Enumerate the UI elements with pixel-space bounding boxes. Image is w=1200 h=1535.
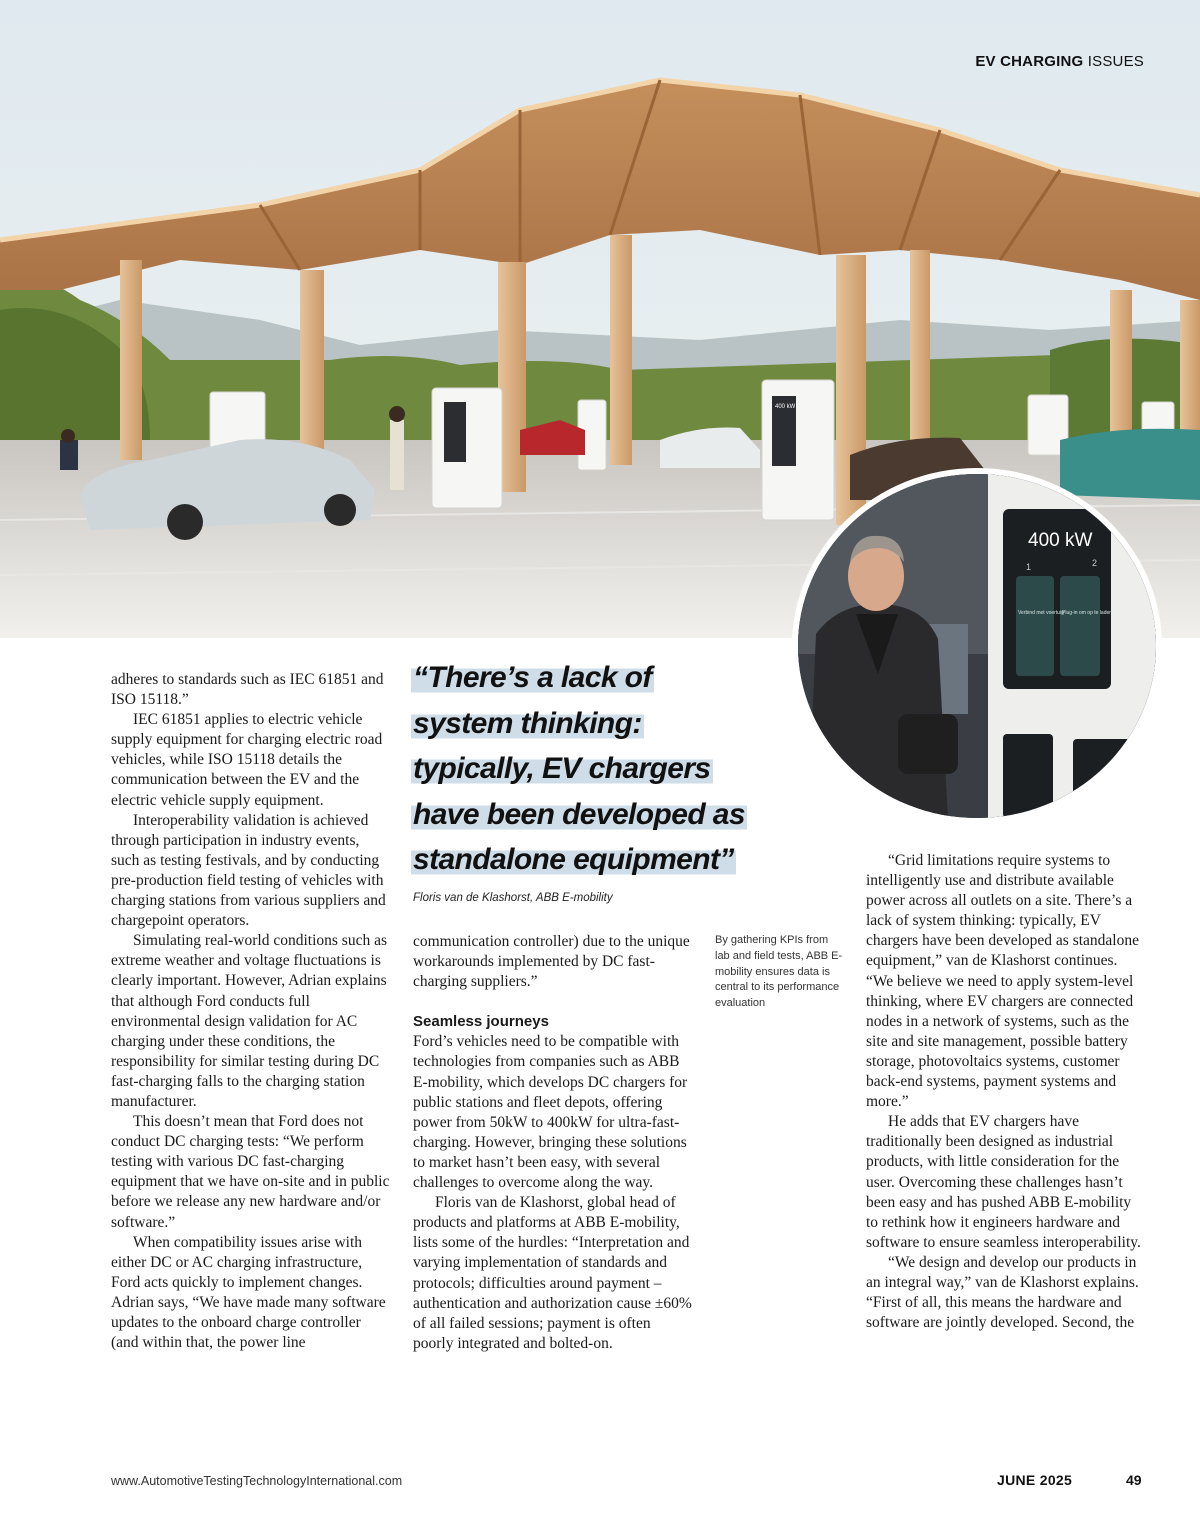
portrait-screen-text-left: Verbind met voertuig	[1018, 610, 1064, 616]
section-tag-bold: EV CHARGING	[975, 53, 1084, 70]
footer-url: www.AutomotiveTestingTechnologyInternational.com	[111, 1474, 403, 1488]
pull-quote-line: system thinking:	[413, 706, 642, 740]
pull-quote-line: standalone equipment”	[413, 843, 734, 876]
col1-paragraph: IEC 61851 applies to electric vehicle supply equipment for charging electric road vehicles, while ISO 15118 details the communication between the EV and the electric vehicle supply equipment.	[111, 711, 383, 809]
pull-quote-line: “There’s a lack of	[413, 661, 652, 694]
footer-date: JUNE 2025	[997, 1472, 1073, 1488]
portrait-photo-illustration	[798, 474, 1156, 818]
hero-charger-label: 400 kW	[775, 404, 796, 410]
body-column-3	[866, 851, 1146, 1333]
col3-paragraph: “Grid limitations require systems to intelligently use and distribute available power across all outlets on a site. There’s a lack of system thinking: typically, EV chargers have been developed as standalone equipment,” van de Klashorst continues. “We believe we need to apply system-level thinking, where EV chargers are connected nodes in a network of systems, such as the site and site management, possible battery storage, photovoltaics systems, customer back-end systems, payment systems and more.”	[866, 852, 1139, 1111]
page-number: 49	[1126, 1472, 1142, 1488]
portrait-port-1: 1	[1026, 562, 1032, 572]
section-tag-light: ISSUES	[1087, 53, 1144, 70]
pull-quote-attribution: Floris van de Klashorst, ABB E-mobility	[413, 892, 613, 904]
col3-paragraph: He adds that EV chargers have traditionally been designed as industrial products, with little consideration for the user. Overcoming these challenges hasn’t been easy and has pushed ABB E-mobility to rethink how it engineers hardware and software to ensure seamless interoperability.	[866, 1113, 1141, 1251]
portrait-screen-text-right: Plug-in om op te laden	[1062, 610, 1113, 616]
col1-paragraph: adheres to standards such as IEC 61851 and ISO 15118.”	[111, 671, 384, 709]
portrait-port-2: 2	[1092, 558, 1098, 568]
section-tag	[975, 53, 1144, 70]
col2-paragraph: Floris van de Klashorst, global head of products and platforms at ABB E-mobility, lists some of the hurdles: “Interpretation and varying implementation of standards and protocols; difficulties around payment – authentication and authorization cause ±60% of all failed sessions; payment is often poorly integrated and bolted-on.	[413, 1194, 692, 1352]
pull-quote	[411, 655, 791, 883]
col1-paragraph: Simulating real-world conditions such as extreme weather and voltage fluctuations is clearly important. However, Adrian explains that although Ford conducts full environmental design validation for AC charging under these conditions, the responsibility for similar testing during DC fast-charging falls to the charging station manufacturer.	[111, 932, 387, 1110]
photo-caption: By gathering KPIs from lab and field tests, ABB E-mobility ensures data is central to its performance evaluation	[715, 934, 843, 1010]
body-column-1	[111, 670, 391, 1353]
col3-paragraph: “We design and develop our products in an integral way,” van de Klashorst explains. “First of all, this means the hardware and software are jointly developed. Second, the	[866, 1253, 1139, 1332]
portrait-photo	[792, 468, 1162, 824]
pull-quote-line: typically, EV chargers	[413, 752, 711, 785]
body-column-2	[413, 932, 693, 1354]
col2-paragraph: communication controller) due to the unique workarounds implemented by DC fast-charging suppliers.”	[413, 933, 690, 991]
portrait-charger-screen: 400 kW	[1028, 530, 1093, 551]
pull-quote-line: have been developed as	[413, 797, 745, 831]
col1-paragraph: When compatibility issues arise with either DC or AC charging infrastructure, Ford acts quickly to implement changes. Adrian says, “We have made many software updates to the onboard charge controller (and within that, the power line	[111, 1233, 386, 1352]
col1-paragraph: Interoperability validation is achieved through participation in industry events, such as testing festivals, and by conducting pre-production field testing of vehicles with charging stations from various suppliers and chargepoint operators.	[111, 811, 386, 930]
subhead: Seamless journeys	[413, 1013, 549, 1031]
col1-paragraph: This doesn’t mean that Ford does not conduct DC charging tests: “We perform testing with various DC fast-charging equipment that we have on-site and in public before we release any new hardware and/or software.”	[111, 1113, 390, 1231]
col2-paragraph: Ford’s vehicles need to be compatible with technologies from companies such as ABB E-mobility, which develops DC chargers for public stations and fleet depots, offering power from 50kW to 400kW for ultra-fast-charging. However, bringing these solutions to market hasn’t been easy, with several challenges to overcome along the way.	[413, 1033, 688, 1192]
